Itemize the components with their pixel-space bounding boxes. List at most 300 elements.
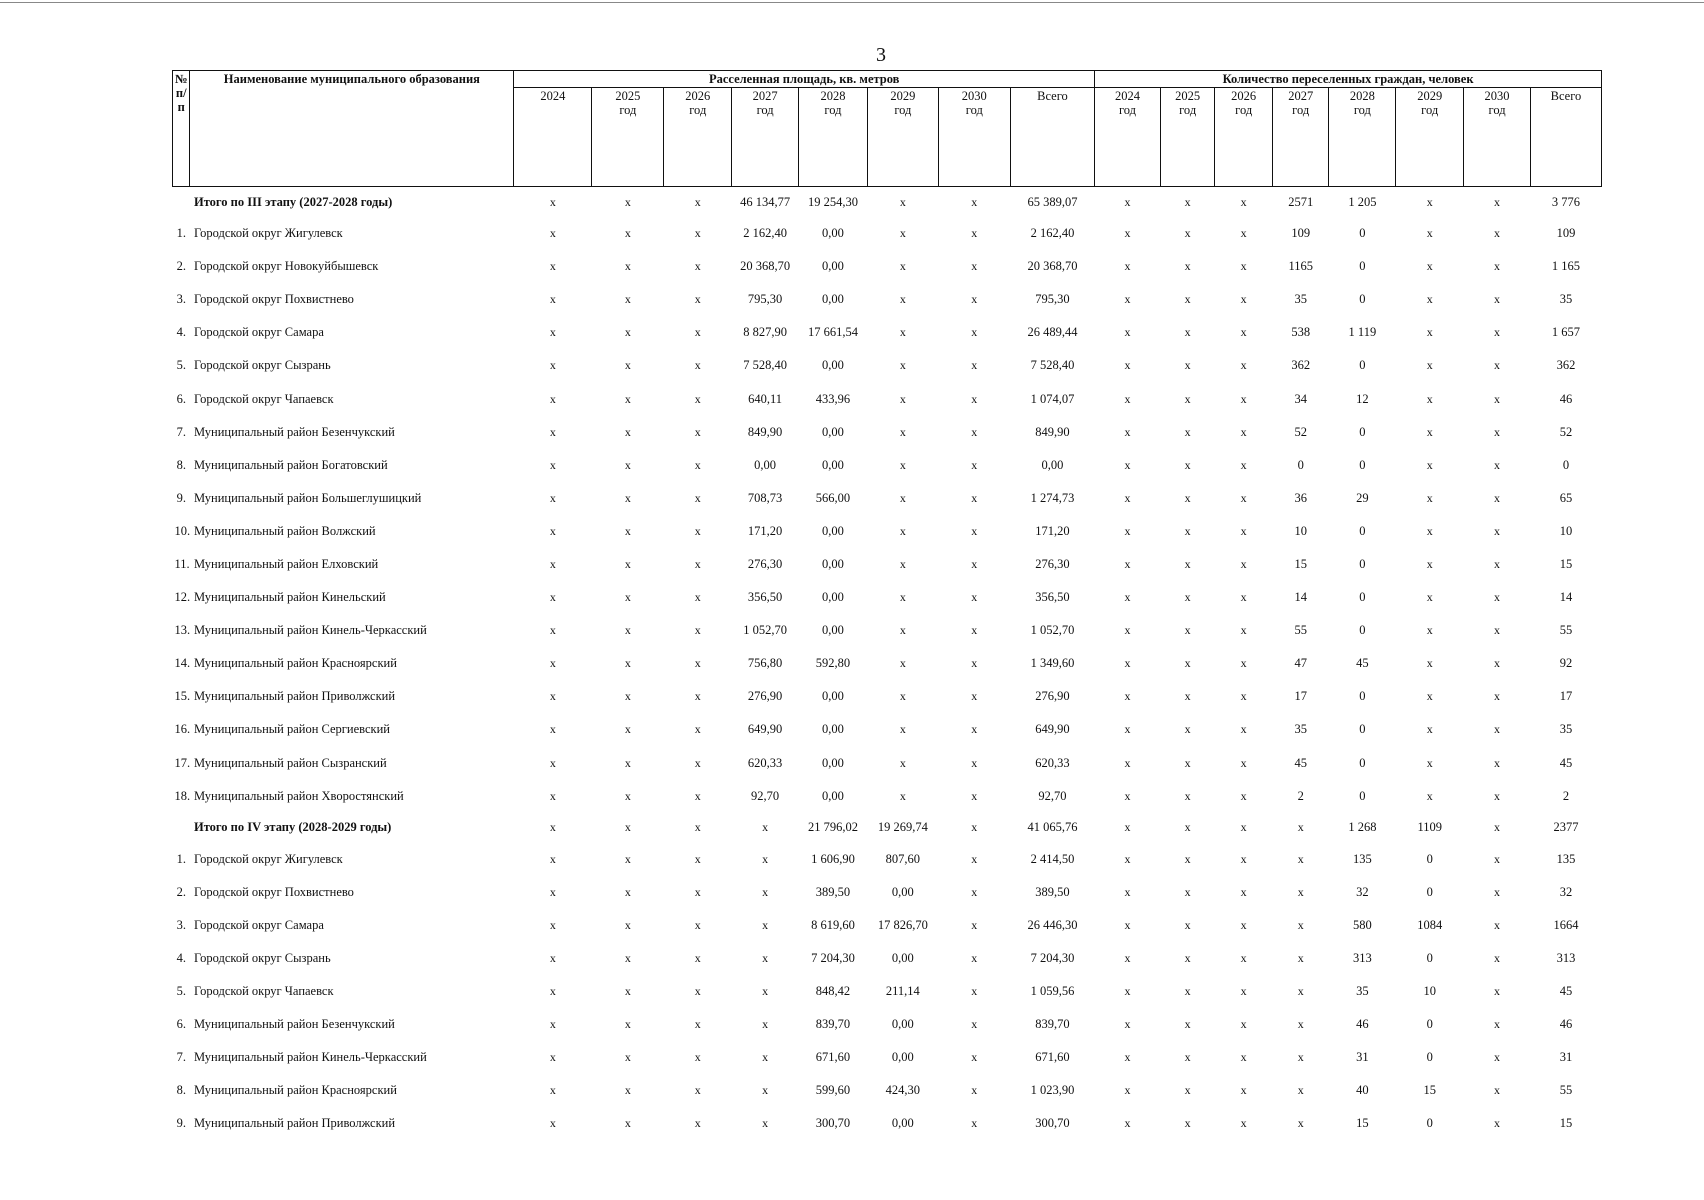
people-cell: x — [1240, 292, 1247, 307]
area-cell: x — [549, 1050, 556, 1065]
people-cell: x — [1124, 523, 1131, 538]
people-cell: x — [1240, 391, 1247, 406]
people-cell: x — [1297, 1050, 1304, 1065]
people-cell: 0 — [1359, 424, 1366, 439]
municipality-name: Муниципальный район Сызранский — [193, 755, 387, 770]
people-cell: 0 — [1297, 457, 1304, 472]
table-row — [173, 909, 1602, 942]
people-cell: x — [1240, 590, 1247, 605]
people-cell: 1109 — [1417, 820, 1442, 835]
people-cell: 0 — [1359, 689, 1366, 704]
area-cell: 620,33 — [747, 755, 783, 770]
people-cell: x — [1124, 590, 1131, 605]
people-cell: x — [1494, 788, 1501, 803]
area-cell: x — [624, 391, 631, 406]
area-year-header: 2024 — [514, 88, 592, 187]
people-cell: 0 — [1359, 226, 1366, 241]
municipality-name: Муниципальный район Приволжский — [193, 1116, 396, 1131]
area-cell: x — [624, 1083, 631, 1098]
municipality-name: Муниципальный район Кинельский — [193, 590, 386, 605]
people-cell: 32 — [1559, 884, 1573, 899]
people-cell: 35 — [1294, 292, 1307, 307]
municipality-name: Муниципальный район Безенчукский — [193, 424, 395, 439]
area-cell: x — [694, 490, 701, 505]
people-cell: x — [1124, 490, 1131, 505]
people-cell: 32 — [1356, 884, 1369, 899]
area-cell: x — [694, 755, 701, 770]
municipality-name: Городской округ Похвистнево — [193, 884, 354, 899]
area-cell: x — [549, 424, 556, 439]
people-cell: 0 — [1359, 590, 1366, 605]
row-number: 10. — [174, 523, 191, 538]
people-year-header: 2026 год — [1215, 88, 1273, 187]
people-cell: x — [1124, 884, 1131, 899]
area-cell: x — [549, 984, 556, 999]
people-cell: x — [1124, 1083, 1131, 1098]
area-cell: x — [694, 424, 701, 439]
area-cell: 0,00 — [822, 689, 844, 704]
table-row — [173, 1041, 1602, 1074]
area-cell: x — [971, 325, 978, 340]
row-number — [173, 187, 190, 218]
table-row — [173, 1008, 1602, 1041]
area-cell: x — [549, 917, 556, 932]
area-cell: 1 059,56 — [1030, 984, 1075, 999]
area-cell: 0,00 — [754, 457, 777, 472]
area-year-header: 2030 год — [938, 88, 1010, 187]
people-cell: 31 — [1559, 1050, 1573, 1065]
area-cell: x — [971, 623, 978, 638]
area-cell: x — [549, 391, 556, 406]
people-cell: 1664 — [1553, 917, 1579, 932]
people-cell: 2571 — [1272, 187, 1329, 218]
people-cell: x — [1184, 490, 1191, 505]
people-cell: x — [1184, 1116, 1191, 1131]
people-cell: 47 — [1294, 656, 1307, 671]
area-cell: 8 827,90 — [743, 325, 787, 340]
people-cell: 0 — [1359, 358, 1366, 373]
area-cell: x — [549, 755, 556, 770]
people-cell: x — [1240, 656, 1247, 671]
table-row — [173, 283, 1602, 316]
people-cell: 34 — [1294, 391, 1307, 406]
people-cell: x — [1494, 623, 1501, 638]
people-cell: 45 — [1356, 656, 1369, 671]
area-cell: x — [694, 523, 701, 538]
area-cell: x — [549, 457, 556, 472]
people-cell: x — [1494, 590, 1501, 605]
people-cell: x — [1494, 1083, 1501, 1098]
people-cell: x — [1297, 1083, 1304, 1098]
scan-top-border — [0, 2, 1704, 3]
people-cell: x — [1297, 884, 1304, 899]
area-cell: x — [694, 556, 701, 571]
area-cell: 566,00 — [815, 490, 851, 505]
table-row — [173, 1074, 1602, 1107]
row-number: 18. — [174, 788, 191, 803]
area-cell: 41 065,76 — [1027, 820, 1078, 835]
people-cell: x — [1124, 391, 1131, 406]
municipality-name: Муниципальный район Сергиевский — [193, 722, 391, 737]
people-cell: x — [1494, 391, 1501, 406]
people-cell: x — [1426, 358, 1433, 373]
people-cell: x — [1184, 820, 1191, 835]
area-cell: 1 349,60 — [1030, 656, 1075, 671]
people-cell: x — [1215, 187, 1273, 218]
table-row — [173, 1107, 1602, 1140]
people-cell: 0 — [1359, 292, 1366, 307]
people-cell: 0 — [1426, 884, 1433, 899]
page-number: 3 — [876, 44, 886, 66]
area-year-header: 2026 год — [664, 88, 732, 187]
people-cell: x — [1426, 755, 1433, 770]
area-cell: x — [549, 951, 556, 966]
people-cell: x — [1240, 984, 1247, 999]
area-cell: x — [624, 556, 631, 571]
people-cell: 17 — [1559, 689, 1573, 704]
people-cell: x — [1184, 984, 1191, 999]
area-cell: 848,42 — [815, 984, 851, 999]
area-cell: x — [899, 457, 906, 472]
area-cell: 171,20 — [747, 523, 783, 538]
area-cell: 356,50 — [1035, 590, 1070, 605]
municipality-name: Городской округ Самара — [193, 917, 324, 932]
area-cell: x — [549, 1017, 556, 1032]
people-cell: x — [1494, 722, 1501, 737]
people-cell: x — [1184, 656, 1191, 671]
header-municipality-name: Наименование муниципального образования — [190, 71, 514, 187]
people-cell: x — [1240, 689, 1247, 704]
area-cell: x — [971, 722, 978, 737]
area-cell: x — [762, 851, 769, 866]
area-cell: x — [549, 259, 556, 274]
people-year-header: Всего — [1530, 88, 1601, 187]
area-cell: x — [624, 259, 631, 274]
people-cell: x — [1240, 884, 1247, 899]
area-cell: 276,30 — [1035, 556, 1070, 571]
people-cell: x — [1184, 325, 1191, 340]
area-cell: 276,90 — [747, 689, 783, 704]
area-cell: x — [694, 1050, 701, 1065]
people-cell: x — [1240, 917, 1247, 932]
area-cell: x — [971, 1116, 978, 1131]
area-cell: x — [971, 1050, 978, 1065]
table-row — [173, 217, 1602, 250]
people-cell: 35 — [1294, 722, 1307, 737]
people-cell: x — [1184, 851, 1191, 866]
people-cell: x — [1184, 1050, 1191, 1065]
area-cell: 8 619,60 — [811, 917, 855, 932]
area-cell: x — [762, 1116, 769, 1131]
municipality-name: Городской округ Сызрань — [193, 358, 331, 373]
area-cell: x — [899, 722, 906, 737]
people-cell: x — [1426, 259, 1433, 274]
area-cell: x — [549, 689, 556, 704]
people-cell: 40 — [1356, 1083, 1369, 1098]
people-cell: x — [1297, 820, 1304, 835]
area-cell: x — [624, 884, 631, 899]
table-row — [173, 614, 1602, 647]
table-row — [173, 647, 1602, 680]
area-cell: 7 528,40 — [1030, 358, 1075, 373]
row-number: 17. — [174, 755, 191, 770]
people-cell: x — [1494, 292, 1501, 307]
table-row — [173, 680, 1602, 713]
row-number: 4. — [176, 325, 186, 340]
people-cell: 2 — [1297, 788, 1304, 803]
area-cell: x — [624, 424, 631, 439]
area-cell: x — [899, 358, 906, 373]
people-cell: x — [1184, 590, 1191, 605]
municipality-name: Городской округ Сызрань — [193, 951, 331, 966]
people-cell: x — [1124, 851, 1131, 866]
people-cell: x — [1184, 951, 1191, 966]
row-number — [173, 813, 190, 843]
area-cell: 2 162,40 — [1030, 226, 1075, 241]
area-cell: x — [762, 1017, 769, 1032]
people-cell: x — [1240, 523, 1247, 538]
area-cell: 0,00 — [891, 1050, 914, 1065]
area-cell: x — [971, 358, 978, 373]
area-cell: 356,50 — [747, 590, 783, 605]
people-cell: x — [1426, 391, 1433, 406]
people-cell: x — [1124, 325, 1131, 340]
people-cell: 46 — [1559, 391, 1573, 406]
people-cell: x — [1240, 490, 1247, 505]
people-cell: x — [1297, 851, 1304, 866]
people-cell: x — [1124, 656, 1131, 671]
area-cell: x — [694, 358, 701, 373]
people-cell: x — [1184, 556, 1191, 571]
people-cell: x — [1124, 1017, 1131, 1032]
people-cell: x — [1124, 820, 1131, 835]
area-cell: x — [549, 523, 556, 538]
people-cell: 109 — [1556, 226, 1576, 241]
people-cell: x — [1426, 623, 1433, 638]
people-cell: x — [1494, 951, 1501, 966]
people-cell: 15 — [1559, 556, 1573, 571]
area-cell: 0,00 — [822, 623, 844, 638]
people-cell: x — [1426, 788, 1433, 803]
municipality-name: Муниципальный район Хворостянский — [193, 788, 404, 803]
area-cell: 0,00 — [822, 755, 844, 770]
people-cell: x — [1184, 358, 1191, 373]
row-number: 2. — [176, 884, 186, 899]
area-cell: 0,00 — [822, 292, 844, 307]
people-cell: x — [1426, 689, 1433, 704]
people-cell: x — [1494, 689, 1501, 704]
people-cell: x — [1184, 788, 1191, 803]
people-cell: x — [1494, 851, 1501, 866]
people-cell: x — [1240, 457, 1247, 472]
people-year-header: 2024 год — [1095, 88, 1161, 187]
area-cell: 849,90 — [747, 424, 783, 439]
area-cell: 640,11 — [748, 391, 783, 406]
people-cell: 15 — [1559, 1116, 1573, 1131]
people-cell: 15 — [1356, 1116, 1369, 1131]
municipality-name: Итого по IV этапу (2028-2029 годы) — [193, 820, 392, 835]
area-cell: 17 661,54 — [807, 325, 858, 340]
area-cell: x — [549, 325, 556, 340]
area-cell: 708,73 — [747, 490, 783, 505]
row-number: 8. — [176, 457, 186, 472]
area-year-header: 2027 год — [732, 88, 799, 187]
area-cell: x — [762, 820, 769, 835]
people-cell: x — [1240, 358, 1247, 373]
area-cell: x — [899, 226, 906, 241]
people-cell: x — [1426, 226, 1433, 241]
area-cell: x — [971, 523, 978, 538]
area-cell: x — [549, 490, 556, 505]
area-cell: x — [971, 689, 978, 704]
people-cell: x — [1494, 1017, 1501, 1032]
people-cell: x — [1240, 1050, 1247, 1065]
people-cell: 31 — [1356, 1050, 1369, 1065]
area-cell: x — [899, 656, 906, 671]
people-cell: 10 — [1294, 523, 1307, 538]
area-cell: x — [514, 187, 592, 218]
area-cell: 807,60 — [885, 851, 921, 866]
people-cell: 52 — [1294, 424, 1307, 439]
municipality-name: Муниципальный район Кинель-Черкасский — [193, 623, 427, 638]
people-cell: x — [1184, 689, 1191, 704]
area-cell: x — [971, 884, 978, 899]
area-cell: 0,00 — [891, 884, 914, 899]
people-cell: 313 — [1353, 951, 1372, 966]
people-cell: x — [1494, 556, 1501, 571]
area-cell: 649,90 — [747, 722, 783, 737]
people-cell: x — [1184, 226, 1191, 241]
area-cell: x — [762, 884, 769, 899]
header-people-group: Количество переселенных граждан, человек — [1095, 71, 1602, 88]
people-cell: 45 — [1559, 984, 1573, 999]
area-cell: x — [549, 623, 556, 638]
area-cell: 849,90 — [1035, 424, 1070, 439]
row-number: 2. — [176, 259, 186, 274]
people-cell: x — [1240, 1017, 1247, 1032]
area-cell: x — [971, 788, 978, 803]
area-cell: x — [899, 391, 906, 406]
row-number: 4. — [176, 951, 186, 966]
people-cell: x — [1184, 424, 1191, 439]
people-cell: x — [1240, 851, 1247, 866]
area-cell: x — [624, 523, 631, 538]
area-cell: 0,00 — [822, 457, 844, 472]
people-cell: 362 — [1556, 358, 1576, 373]
people-cell: x — [1426, 556, 1433, 571]
table-row — [173, 416, 1602, 449]
area-cell: 21 796,02 — [807, 820, 858, 835]
area-cell: x — [694, 656, 701, 671]
people-cell: x — [1494, 523, 1501, 538]
area-cell: 0,00 — [822, 259, 844, 274]
area-cell: x — [694, 1017, 701, 1032]
people-year-header: 2028 год — [1329, 88, 1396, 187]
area-cell: x — [694, 917, 701, 932]
people-cell: x — [1124, 755, 1131, 770]
people-cell: x — [1240, 951, 1247, 966]
people-cell: x — [1426, 490, 1433, 505]
municipality-name: Итого по III этапу (2027-2028 годы) — [190, 187, 514, 218]
area-cell: x — [549, 820, 556, 835]
people-cell: x — [1494, 358, 1501, 373]
table-row — [173, 316, 1602, 349]
area-cell: x — [971, 656, 978, 671]
people-cell: x — [1494, 917, 1501, 932]
people-cell: x — [1396, 187, 1464, 218]
row-number: 13. — [174, 623, 191, 638]
area-cell: x — [971, 424, 978, 439]
area-cell: x — [624, 917, 631, 932]
people-cell: 10 — [1423, 984, 1436, 999]
area-cell: x — [694, 951, 701, 966]
area-cell: 171,20 — [1035, 523, 1070, 538]
people-cell: 1 165 — [1551, 259, 1581, 274]
table-row — [173, 548, 1602, 581]
area-cell: x — [899, 292, 906, 307]
people-cell: x — [1184, 391, 1191, 406]
area-cell: 92,70 — [751, 788, 780, 803]
people-cell: 55 — [1559, 623, 1573, 638]
area-cell: x — [624, 755, 631, 770]
people-cell: x — [1494, 490, 1501, 505]
people-cell: x — [1095, 187, 1161, 218]
people-cell: 1 205 — [1329, 187, 1396, 218]
area-cell: x — [971, 226, 978, 241]
people-cell: 46 — [1356, 1017, 1369, 1032]
municipality-name: Муниципальный район Елховский — [193, 556, 379, 571]
people-cell: x — [1494, 226, 1501, 241]
area-cell: x — [971, 851, 978, 866]
people-cell: x — [1494, 884, 1501, 899]
municipality-name: Муниципальный район Волжский — [193, 523, 376, 538]
people-cell: x — [1494, 656, 1501, 671]
area-cell: 1 074,07 — [1030, 391, 1075, 406]
area-cell: x — [971, 1017, 978, 1032]
people-cell: x — [1426, 424, 1433, 439]
municipality-name: Муниципальный район Приволжский — [193, 689, 396, 704]
people-cell: x — [1124, 226, 1131, 241]
people-cell: 52 — [1559, 424, 1573, 439]
row-number: 5. — [176, 984, 186, 999]
people-cell: x — [1240, 788, 1247, 803]
people-cell: 135 — [1556, 851, 1576, 866]
area-cell: x — [694, 788, 701, 803]
area-cell: 839,70 — [815, 1017, 851, 1032]
people-cell: x — [1184, 884, 1191, 899]
area-cell: x — [549, 722, 556, 737]
area-cell: 17 826,70 — [877, 917, 928, 932]
municipality-name: Муниципальный район Безенчукский — [193, 1017, 395, 1032]
people-cell: 0 — [1426, 1050, 1433, 1065]
area-cell: x — [762, 917, 769, 932]
people-cell: x — [1494, 259, 1501, 274]
people-cell: x — [1297, 1116, 1304, 1131]
people-cell: x — [1240, 259, 1247, 274]
area-cell: x — [938, 187, 1010, 218]
row-number: 15. — [174, 689, 191, 704]
people-cell: x — [1184, 1017, 1191, 1032]
area-cell: x — [971, 556, 978, 571]
area-year-header: 2029 год — [867, 88, 938, 187]
people-cell: 2 — [1562, 788, 1570, 803]
area-cell: x — [624, 951, 631, 966]
area-cell: x — [549, 788, 556, 803]
row-number: 9. — [176, 490, 186, 505]
people-cell: x — [1494, 457, 1501, 472]
area-cell: x — [694, 689, 701, 704]
area-cell: x — [592, 187, 664, 218]
